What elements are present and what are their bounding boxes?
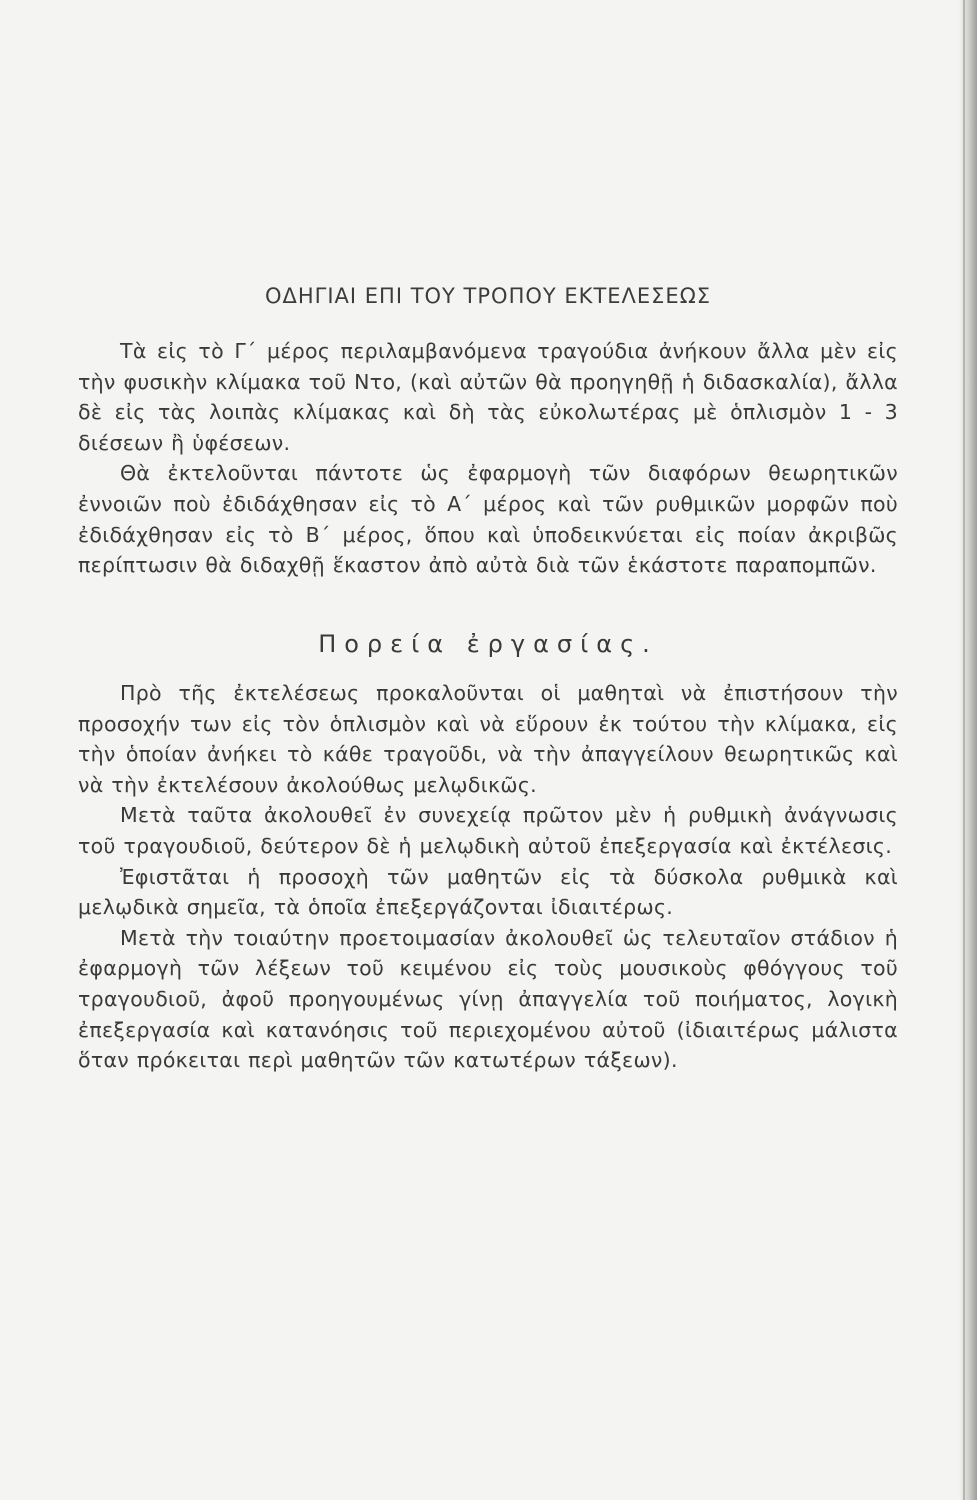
section-heading: Πορεία ἐργασίας. (318, 630, 658, 658)
work-paragraph-4: Μετὰ τὴν τοιαύτην προετοιμασίαν ἀκολουθεῖ ὡς τελευταῖον στάδιον ἡ ἐφαρμογὴ τῶν λέξεων τοῦ κειμένου εἰς τοὺς μουσικοὺς φθόγγους τοῦ τραγουδιοῦ, ἀφοῦ προηγουμένως γίνῃ ἀπαγγελία τοῦ ποιήματος, λογικὴ ἐπεξεργασία καὶ κατανόησις τοῦ περιεχομένου αὐτοῦ (ἰδιαιτέρως μάλιστα ὅταν πρόκειται περὶ μαθητῶν τῶν κατωτέρων τάξεων). (78, 925, 898, 1073)
intro-paragraph-1: Τὰ εἰς τὸ Γ΄ μέρος περιλαμβανόμενα τραγούδια ἀνήκουν ἄλλα μὲν εἰς τὴν φυσικὴν κλίμακα τοῦ Ντο, (καὶ αὐτῶν θὰ προηγηθῇ ἡ διδασκαλία), ἄλλα δὲ εἰς τὰς λοιπὰς κλίμακας καὶ δὴ τὰς εὐκολωτέρας μὲ ὁπλισμὸν 1 - 3 διέσεων ἢ ὑφέσεων. (78, 339, 898, 455)
intro-paragraph-2: Θὰ ἐκτελοῦνται πάντοτε ὡς ἐφαρμογὴ τῶν διαφόρων θεωρητικῶν ἐννοιῶν ποὺ ἐδιδάχθησαν εἰς τὸ Α΄ μέρος καὶ τῶν ρυθμικῶν μορφῶν ποὺ ἐδιδάχθησαν εἰς τὸ Β΄ μέρος, ὅπου καὶ ὑποδεικνύεται εἰς ποίαν ἀκριβῶς περίπτωσιν θὰ διδαχθῇ ἕκαστον ἀπὸ αὐτὰ διὰ τῶν ἑκάστοτε παραπομπῶν. (78, 461, 898, 578)
work-paragraph-2: Μετὰ ταῦτα ἀκολουθεῖ ἐν συνεχείᾳ πρῶτον μὲν ἡ ρυθμικὴ ἀνάγνωσις τοῦ τραγουδιοῦ, δεύτερον δὲ ἡ μελῳδικὴ αὐτοῦ ἐπεξεργασία καὶ ἐκτέλεσις. (78, 803, 898, 858)
page-edge-line (963, 0, 965, 1500)
intro-section (78, 336, 898, 581)
work-paragraph-3: Ἐφιστᾶται ἡ προσοχὴ τῶν μαθητῶν εἰς τὰ δύσκολα ρυθμικὰ καὶ μελῳδικὰ σημεῖα, τὰ ὁποῖα ἐπεξεργάζονται ἰδιαιτέρως. (78, 864, 898, 920)
work-section (78, 678, 898, 1076)
page-title: ΟΔΗΓΙΑΙ ΕΠΙ ΤΟΥ ΤΡΟΠΟΥ ΕΚΤΕΛΕΣΕΩΣ (264, 284, 712, 308)
page-edge-shadow (959, 0, 977, 1500)
work-paragraph-1: Πρὸ τῆς ἐκτελέσεως προκαλοῦνται οἱ μαθηταὶ νὰ ἐπιστήσουν τὴν προσοχήν των εἰς τὸν ὁπλισμὸν καὶ νὰ εὕρουν ἐκ τούτου τὴν κλίμακα, εἰς τὴν ὁποίαν ἀνήκει τὸ κάθε τραγοῦδι, νὰ τὴν ἀπαγγείλουν θεωρητικῶς καὶ νὰ τὴν ἐκτελέσουν ἀκολούθως μελῳδικῶς. (78, 681, 898, 797)
